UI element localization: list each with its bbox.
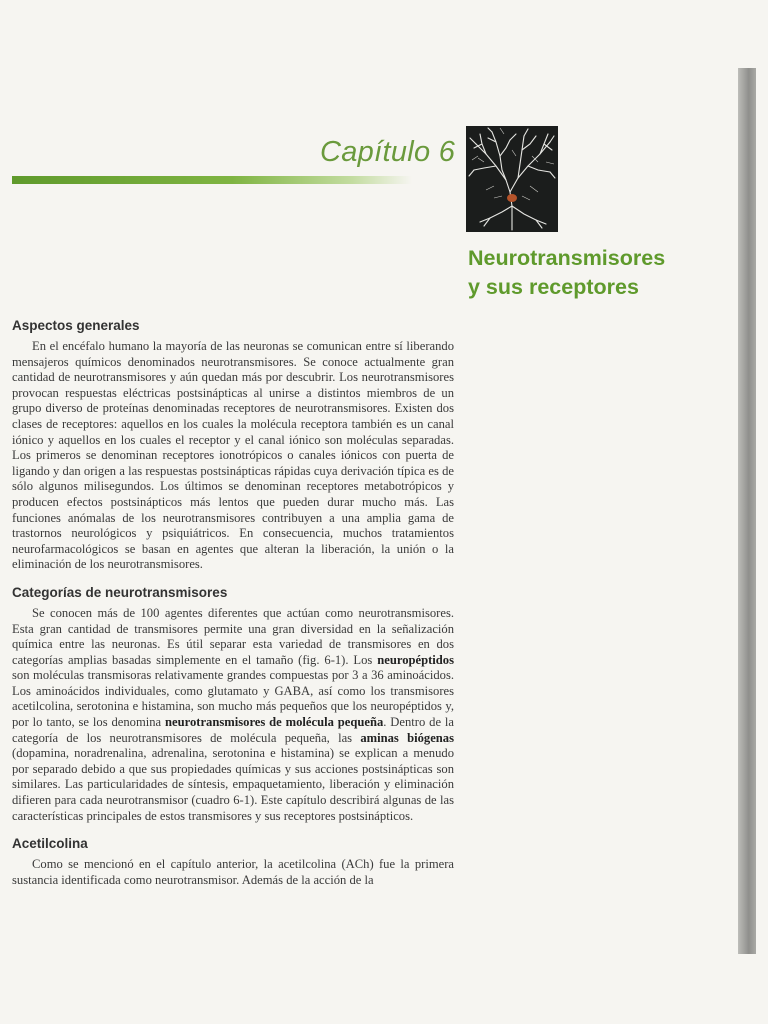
paragraph-text: son moléculas transmisoras relativamente grandes compuestas por 3 a 36 aminoácidos. Los aminoácidos individuales, como glutamato y GABA, así como los transmisores acetilcolina, serotonina e histamina, son mucho más pequeños que los neuropéptidos y, por lo tanto, se los denomina bbox=[12, 668, 454, 730]
chapter-title bbox=[468, 244, 728, 302]
paragraph-text: Se conocen más de 100 agentes diferentes que actúan como neurotransmisores. Esta gran cantidad de transmisores permite una gran diversidad en la señalización química entre las neuronas. Es útil separar esta variedad de transmisores en dos categorías amplias basadas simplemente en el tamaño (fig. 6-1). Los bbox=[12, 605, 454, 667]
paragraph-text: . Dentro de la categoría de los neurotransmisores de molécula pequeña, las bbox=[12, 715, 454, 745]
section-heading: Acetilcolina bbox=[12, 836, 88, 852]
term-aminas-biogenas: aminas biógenas bbox=[360, 730, 454, 745]
section-categorias bbox=[12, 585, 454, 824]
paragraph: Como se mencionó en el capítulo anterior, la acetilcolina (ACh) fue la primera sustancia identificada como neurotransmisor. Además de la acción de la bbox=[12, 857, 454, 887]
section-heading: Categorías de neurotransmisores bbox=[12, 584, 228, 600]
neuron-image bbox=[466, 126, 558, 232]
section-aspectos-generales bbox=[12, 318, 454, 573]
chapter-rule bbox=[12, 176, 412, 184]
chapter-title-line-2: y sus receptores bbox=[468, 275, 639, 299]
body-column bbox=[12, 318, 454, 900]
paragraph-text: (dopamina, noradrenalina, adrenalina, serotonina e histamina) se explican a menudo por separado debido a que sus propiedades químicas y sus acciones postsinápticas son similares. Las particularidades de síntesis, empaquetamiento, liberación y eliminación difieren para cada neurotransmisor (cuadro 6-1). Este capítulo describirá algunas de las características principales de estos transmisores y sus receptores postsinápticos. bbox=[12, 746, 454, 823]
paragraph bbox=[12, 606, 454, 824]
neuron-dendrite-illustration bbox=[466, 126, 558, 232]
term-molecula-pequena: neurotransmisores de molécula pequeña bbox=[165, 715, 384, 730]
page-edge-shadow bbox=[738, 68, 756, 954]
paragraph: En el encéfalo humano la mayoría de las neuronas se comunican entre sí liberando mensajeros químicos denominados neurotransmisores. Se conoce actualmente gran cantidad de neurotransmisores y aún quedan más por descubrir. Los neurotransmisores provocan respuestas eléctricas postsinápticas al unirse a distintos miembros de un grupo diverso de proteínas denominadas receptores de neurotransmisores. Existen dos clases de receptores: aquellos en los cuales la molécula receptora también es un canal iónico y aquellos en los cuales el receptor y el canal iónico son moléculas separadas. Los primeros se denominan receptores ionotrópicos o canales iónicos con puerta de ligando y dan origen a las respuestas postsinápticas rápidas cuya derivación típica es de sólo algunos milisegundos. Los últimos se denominan receptores metabotrópicos y producen efectos postsinápticos más lentos que pueden durar mucho más. Las funciones anómalas de los neurotransmisores contribuyen a una amplia gama de trastornos neurológicos y psiquiátricos. En consecuencia, muchos tratamientos neurofarmacológicos se basan en agentes que alteran la liberación, la unión o la eliminación de los neurotransmisores. bbox=[12, 339, 454, 572]
chapter-title-line-1: Neurotransmisores bbox=[468, 246, 666, 270]
section-heading: Aspectos generales bbox=[12, 318, 140, 333]
chapter-label: Capítulo 6 bbox=[320, 136, 456, 168]
term-neuropeptidos: neuropéptidos bbox=[377, 652, 454, 667]
section-acetilcolina bbox=[12, 836, 454, 888]
